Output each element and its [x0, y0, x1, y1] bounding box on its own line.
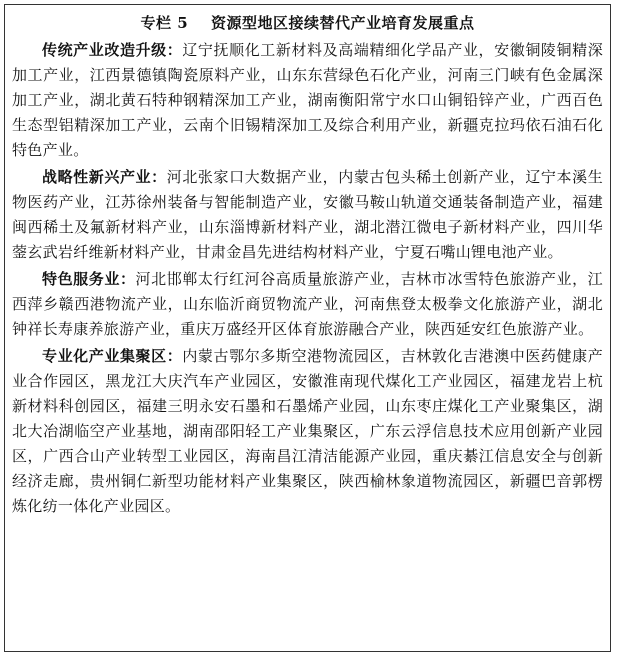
section-heading: 专业化产业集聚区：: [42, 347, 183, 365]
section-heading: 传统产业改造升级：: [42, 41, 183, 59]
section-strategic-emerging: [12, 165, 603, 265]
feature-box: [4, 4, 611, 652]
section-body: 河北张家口大数据产业，内蒙古包头稀土创新产业，辽宁本溪生物医药产业，江苏徐州装备与智能制造产业，安徽马鞍山轨道交通装备制造产业，福建闽西稀土及氟新材料产业，山东淄博新材料产业，湖北潜江微电子新材料产业，四川华蓥玄武岩纤维新材料产业，甘肃金昌先进结构材料产业，宁夏石嘴山锂电池产业。: [12, 168, 603, 261]
section-body: 内蒙古鄂尔多斯空港物流园区，吉林敦化吉港澳中医药健康产业合作园区，黑龙江大庆汽车产业园区，安徽淮南现代煤化工产业园区，福建龙岩上杭新材料科创园区，福建三明永安石墨和石墨烯产业园，山东枣庄煤化工产业聚集区，湖北大冶湖临空产业基地，湖南邵阳轻工产业集聚区，广东云浮信息技术应用创新产业园区，广西合山产业转型工业园区，海南昌江清洁能源产业园，重庆綦江信息安全与创新经济走廊，贵州铜仁新型功能材料产业集聚区，陕西榆林象道物流园区，新疆巴音郭楞炼化纺一体化产业园区。: [12, 347, 603, 515]
section-traditional-industry: [12, 38, 603, 163]
section-body: 辽宁抚顺化工新材料及高端精细化学品产业，安徽铜陵铜精深加工产业，江西景德镇陶瓷原料产业，山东东营绿色石化产业，河南三门峡有色金属深加工产业，湖北黄石特种钢精深加工产业，湖南衡阳常宁水口山铜铅锌产业，广西百色生态型铝精深加工产业，云南个旧锡精深加工及综合利用产业，新疆克拉玛依石油石化特色产业。: [12, 41, 603, 159]
section-heading: 战略性新兴产业：: [42, 168, 167, 186]
box-title: 专栏 5 资源型地区接续替代产业培育发展重点: [140, 14, 475, 32]
section-featured-services: [12, 267, 603, 342]
section-heading: 特色服务业：: [42, 270, 136, 288]
section-industrial-clusters: [12, 344, 603, 519]
section-body: 河北邯郸太行红河谷高质量旅游产业，吉林市冰雪特色旅游产业，江西萍乡赣西港物流产业，山东临沂商贸物流产业，河南焦登太极拳文化旅游产业，湖北钟祥长寿康养旅游产业，重庆万盛经开区体育旅游融合产业，陕西延安红色旅游产业。: [12, 270, 603, 338]
